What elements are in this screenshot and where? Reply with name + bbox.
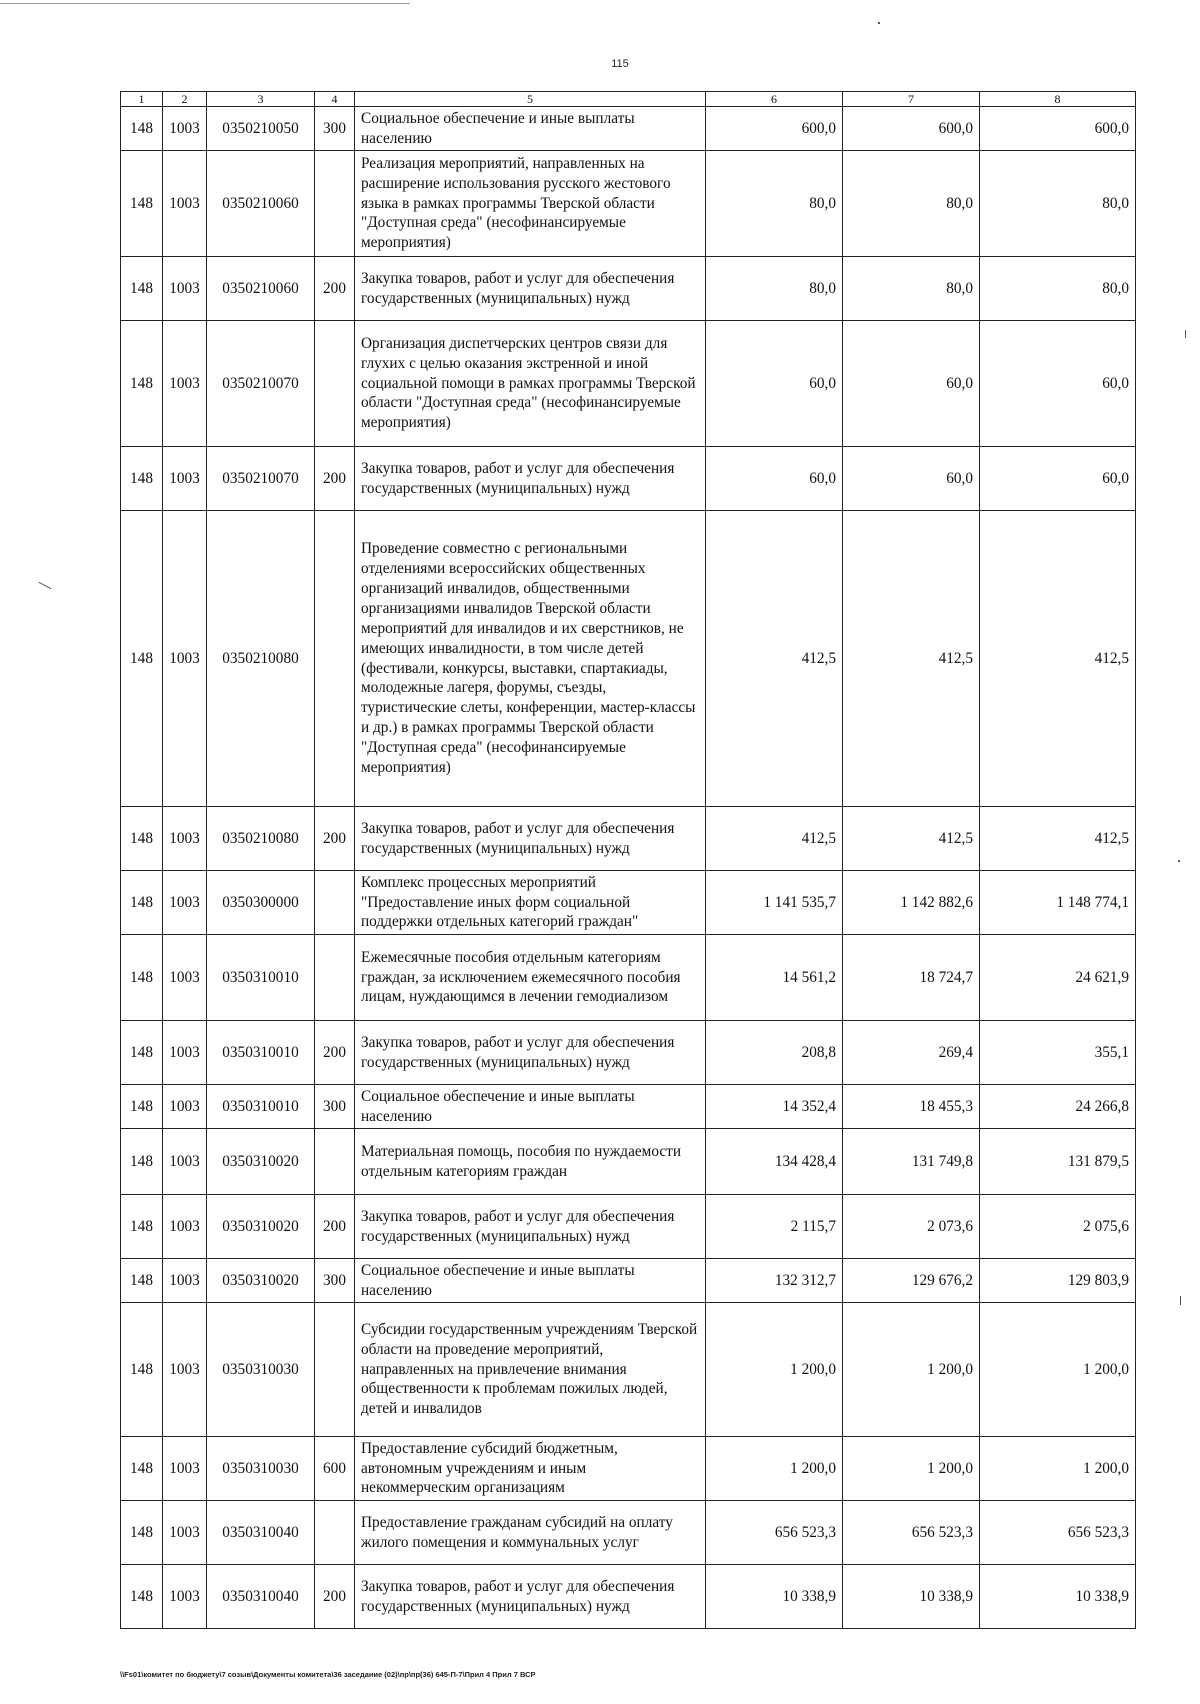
cell-expense-type <box>315 1129 355 1195</box>
cell-amount-col7: 656 523,3 <box>843 1501 980 1565</box>
cell-amount-col7: 80,0 <box>843 257 980 321</box>
cell-amount-col8: 60,0 <box>980 447 1136 511</box>
cell-admin-code: 148 <box>121 935 163 1021</box>
header-col-2: 2 <box>163 92 207 107</box>
cell-section-code: 1003 <box>163 151 207 257</box>
header-col-6: 6 <box>706 92 843 107</box>
cell-amount-col6: 134 428,4 <box>706 1129 843 1195</box>
table-row <box>121 1129 1136 1195</box>
cell-section-code: 1003 <box>163 1501 207 1565</box>
cell-description: Ежемесячные пособия отдельным категориям граждан, за исключением ежемесячного пособия лицам, нуждающимся в лечении гемодиализом <box>355 935 706 1021</box>
header-col-4: 4 <box>315 92 355 107</box>
table-row <box>121 1259 1136 1303</box>
cell-amount-col6: 60,0 <box>706 447 843 511</box>
scan-mark <box>1185 330 1186 338</box>
cell-amount-col7: 60,0 <box>843 321 980 447</box>
cell-description: Реализация мероприятий, направленных на расширение использования русского жестового языка в рамках программы Тверской области "Доступная среда" (несофинансируемые мероприятия) <box>355 151 706 257</box>
cell-admin-code: 148 <box>121 107 163 151</box>
cell-expense-type: 300 <box>315 1259 355 1303</box>
cell-amount-col8: 24 266,8 <box>980 1085 1136 1129</box>
cell-expense-type <box>315 1303 355 1437</box>
cell-amount-col8: 24 621,9 <box>980 935 1136 1021</box>
header-col-7: 7 <box>843 92 980 107</box>
table-row <box>121 447 1136 511</box>
cell-target-article: 0350310010 <box>207 1085 315 1129</box>
cell-admin-code: 148 <box>121 447 163 511</box>
cell-description: Предоставление гражданам субсидий на оплату жилого помещения и коммунальных услуг <box>355 1501 706 1565</box>
cell-amount-col7: 1 200,0 <box>843 1437 980 1501</box>
cell-section-code: 1003 <box>163 1085 207 1129</box>
cell-amount-col6: 80,0 <box>706 257 843 321</box>
cell-description: Закупка товаров, работ и услуг для обеспечения государственных (муниципальных) нужд <box>355 807 706 871</box>
cell-target-article: 0350210060 <box>207 151 315 257</box>
cell-amount-col6: 412,5 <box>706 807 843 871</box>
cell-target-article: 0350310040 <box>207 1565 315 1629</box>
cell-amount-col6: 14 561,2 <box>706 935 843 1021</box>
cell-description: Социальное обеспечение и иные выплаты населению <box>355 107 706 151</box>
cell-amount-col6: 10 338,9 <box>706 1565 843 1629</box>
cell-expense-type: 600 <box>315 1437 355 1501</box>
cell-expense-type <box>315 1501 355 1565</box>
cell-amount-col7: 10 338,9 <box>843 1565 980 1629</box>
cell-expense-type <box>315 511 355 807</box>
cell-amount-col6: 412,5 <box>706 511 843 807</box>
cell-amount-col6: 2 115,7 <box>706 1195 843 1259</box>
cell-description: Субсидии государственным учреждениям Тверской области на проведение мероприятий, направленных на привлечение внимания общественности к проблемам пожилых людей, детей и инвалидов <box>355 1303 706 1437</box>
table-header-row <box>121 92 1136 107</box>
cell-admin-code: 148 <box>121 1437 163 1501</box>
table-row <box>121 257 1136 321</box>
cell-target-article: 0350310030 <box>207 1303 315 1437</box>
scan-mark <box>1180 1296 1181 1305</box>
cell-admin-code: 148 <box>121 511 163 807</box>
cell-expense-type <box>315 871 355 935</box>
cell-expense-type: 200 <box>315 1565 355 1629</box>
cell-amount-col8: 131 879,5 <box>980 1129 1136 1195</box>
page-number: 115 <box>611 58 629 70</box>
table-row <box>121 151 1136 257</box>
cell-section-code: 1003 <box>163 935 207 1021</box>
header-col-5: 5 <box>355 92 706 107</box>
cell-amount-col8: 10 338,9 <box>980 1565 1136 1629</box>
table-row <box>121 321 1136 447</box>
cell-amount-col8: 1 148 774,1 <box>980 871 1136 935</box>
footer-file-path: \\Fs01\комитет по бюджету\7 созыв\Документы комитета\36 заседание (02)\пр\пр(36) 645-П-7\Прил 4 Прил 7 ВСР <box>120 1670 536 1679</box>
cell-amount-col8: 1 200,0 <box>980 1437 1136 1501</box>
cell-target-article: 0350310010 <box>207 1021 315 1085</box>
cell-section-code: 1003 <box>163 1195 207 1259</box>
cell-description: Социальное обеспечение и иные выплаты населению <box>355 1085 706 1129</box>
cell-expense-type: 200 <box>315 1021 355 1085</box>
cell-admin-code: 148 <box>121 257 163 321</box>
table-row <box>121 935 1136 1021</box>
cell-section-code: 1003 <box>163 807 207 871</box>
budget-table <box>120 91 1136 1629</box>
cell-amount-col7: 412,5 <box>843 807 980 871</box>
cell-section-code: 1003 <box>163 107 207 151</box>
cell-expense-type: 200 <box>315 1195 355 1259</box>
cell-target-article: 0350210060 <box>207 257 315 321</box>
cell-amount-col8: 80,0 <box>980 151 1136 257</box>
cell-section-code: 1003 <box>163 1129 207 1195</box>
scan-mark <box>1178 860 1180 862</box>
cell-amount-col8: 412,5 <box>980 511 1136 807</box>
cell-section-code: 1003 <box>163 1021 207 1085</box>
cell-amount-col7: 129 676,2 <box>843 1259 980 1303</box>
cell-amount-col8: 412,5 <box>980 807 1136 871</box>
cell-amount-col7: 412,5 <box>843 511 980 807</box>
cell-section-code: 1003 <box>163 1259 207 1303</box>
cell-section-code: 1003 <box>163 1565 207 1629</box>
table-row <box>121 1501 1136 1565</box>
cell-description: Закупка товаров, работ и услуг для обеспечения государственных (муниципальных) нужд <box>355 257 706 321</box>
cell-target-article: 0350210070 <box>207 447 315 511</box>
cell-description: Социальное обеспечение и иные выплаты населению <box>355 1259 706 1303</box>
cell-description: Закупка товаров, работ и услуг для обеспечения государственных (муниципальных) нужд <box>355 1021 706 1085</box>
cell-amount-col6: 1 200,0 <box>706 1437 843 1501</box>
table-row <box>121 1437 1136 1501</box>
cell-target-article: 0350310030 <box>207 1437 315 1501</box>
cell-amount-col7: 131 749,8 <box>843 1129 980 1195</box>
cell-section-code: 1003 <box>163 1437 207 1501</box>
cell-target-article: 0350310010 <box>207 935 315 1021</box>
cell-amount-col7: 269,4 <box>843 1021 980 1085</box>
cell-amount-col6: 14 352,4 <box>706 1085 843 1129</box>
cell-section-code: 1003 <box>163 321 207 447</box>
cell-amount-col7: 18 724,7 <box>843 935 980 1021</box>
cell-target-article: 0350310040 <box>207 1501 315 1565</box>
cell-admin-code: 148 <box>121 1021 163 1085</box>
cell-target-article: 0350210080 <box>207 807 315 871</box>
cell-amount-col6: 1 200,0 <box>706 1303 843 1437</box>
cell-section-code: 1003 <box>163 1303 207 1437</box>
cell-amount-col8: 80,0 <box>980 257 1136 321</box>
cell-expense-type: 300 <box>315 107 355 151</box>
cell-expense-type <box>315 321 355 447</box>
cell-admin-code: 148 <box>121 1085 163 1129</box>
cell-amount-col7: 1 200,0 <box>843 1303 980 1437</box>
cell-admin-code: 148 <box>121 1195 163 1259</box>
table-row <box>121 1195 1136 1259</box>
cell-amount-col6: 60,0 <box>706 321 843 447</box>
table-row <box>121 1021 1136 1085</box>
cell-amount-col7: 80,0 <box>843 151 980 257</box>
cell-admin-code: 148 <box>121 807 163 871</box>
cell-expense-type: 200 <box>315 257 355 321</box>
cell-description: Предоставление субсидий бюджетным, автономным учреждениям и иным некоммерческим организациям <box>355 1437 706 1501</box>
cell-admin-code: 148 <box>121 151 163 257</box>
cell-amount-col7: 2 073,6 <box>843 1195 980 1259</box>
table-row <box>121 511 1136 807</box>
cell-expense-type <box>315 151 355 257</box>
cell-admin-code: 148 <box>121 871 163 935</box>
cell-section-code: 1003 <box>163 511 207 807</box>
cell-description: Закупка товаров, работ и услуг для обеспечения государственных (муниципальных) нужд <box>355 1195 706 1259</box>
cell-admin-code: 148 <box>121 321 163 447</box>
cell-description: Материальная помощь, пособия по нуждаемости отдельным категориям граждан <box>355 1129 706 1195</box>
table-row <box>121 107 1136 151</box>
cell-amount-col6: 656 523,3 <box>706 1501 843 1565</box>
cell-admin-code: 148 <box>121 1565 163 1629</box>
cell-amount-col6: 208,8 <box>706 1021 843 1085</box>
cell-amount-col8: 656 523,3 <box>980 1501 1136 1565</box>
cell-amount-col8: 60,0 <box>980 321 1136 447</box>
cell-amount-col8: 2 075,6 <box>980 1195 1136 1259</box>
cell-amount-col7: 1 142 882,6 <box>843 871 980 935</box>
cell-description: Закупка товаров, работ и услуг для обеспечения государственных (муниципальных) нужд <box>355 1565 706 1629</box>
cell-target-article: 0350310020 <box>207 1195 315 1259</box>
scan-mark <box>878 22 880 24</box>
cell-target-article: 0350310020 <box>207 1259 315 1303</box>
cell-expense-type: 200 <box>315 447 355 511</box>
cell-expense-type: 200 <box>315 807 355 871</box>
cell-section-code: 1003 <box>163 257 207 321</box>
cell-amount-col7: 18 455,3 <box>843 1085 980 1129</box>
cell-amount-col8: 129 803,9 <box>980 1259 1136 1303</box>
cell-target-article: 0350210050 <box>207 107 315 151</box>
cell-amount-col6: 600,0 <box>706 107 843 151</box>
table-row <box>121 1303 1136 1437</box>
cell-section-code: 1003 <box>163 871 207 935</box>
cell-amount-col8: 355,1 <box>980 1021 1136 1085</box>
cell-section-code: 1003 <box>163 447 207 511</box>
cell-amount-col8: 1 200,0 <box>980 1303 1136 1437</box>
header-col-8: 8 <box>980 92 1136 107</box>
cell-expense-type <box>315 935 355 1021</box>
header-col-3: 3 <box>207 92 315 107</box>
cell-amount-col6: 1 141 535,7 <box>706 871 843 935</box>
scan-mark <box>39 582 52 589</box>
cell-target-article: 0350300000 <box>207 871 315 935</box>
cell-description: Организация диспетчерских центров связи для глухих с целью оказания экстренной и иной социальной помощи в рамках программы Тверской области "Доступная среда" (несофинансируемые мероприятия) <box>355 321 706 447</box>
cell-admin-code: 148 <box>121 1303 163 1437</box>
cell-description: Закупка товаров, работ и услуг для обеспечения государственных (муниципальных) нужд <box>355 447 706 511</box>
cell-amount-col7: 60,0 <box>843 447 980 511</box>
cell-admin-code: 148 <box>121 1501 163 1565</box>
header-col-1: 1 <box>121 92 163 107</box>
cell-admin-code: 148 <box>121 1259 163 1303</box>
cell-target-article: 0350210080 <box>207 511 315 807</box>
cell-admin-code: 148 <box>121 1129 163 1195</box>
cell-amount-col6: 132 312,7 <box>706 1259 843 1303</box>
cell-description: Комплекс процессных мероприятий "Предоставление иных форм социальной поддержки отдельных категорий граждан" <box>355 871 706 935</box>
cell-amount-col6: 80,0 <box>706 151 843 257</box>
table-row <box>121 807 1136 871</box>
cell-target-article: 0350310020 <box>207 1129 315 1195</box>
table-row <box>121 1085 1136 1129</box>
top-rule <box>0 3 410 4</box>
cell-amount-col7: 600,0 <box>843 107 980 151</box>
table-row <box>121 871 1136 935</box>
table-row <box>121 1565 1136 1629</box>
cell-description: Проведение совместно с региональными отделениями всероссийских общественных организаций инвалидов, общественными организациями инвалидов Тверской области мероприятий для инвалидов и их сверстников, не имеющих инвалидности, в том числе детей (фестивали, конкурсы, выставки, спартакиады, молодежные лагеря, форумы, съезды, туристические слеты, конференции, мастер-классы и др.) в рамках программы Тверской области "Доступная среда" (несофинансируемые мероприятия) <box>355 511 706 807</box>
cell-amount-col8: 600,0 <box>980 107 1136 151</box>
cell-target-article: 0350210070 <box>207 321 315 447</box>
cell-expense-type: 300 <box>315 1085 355 1129</box>
